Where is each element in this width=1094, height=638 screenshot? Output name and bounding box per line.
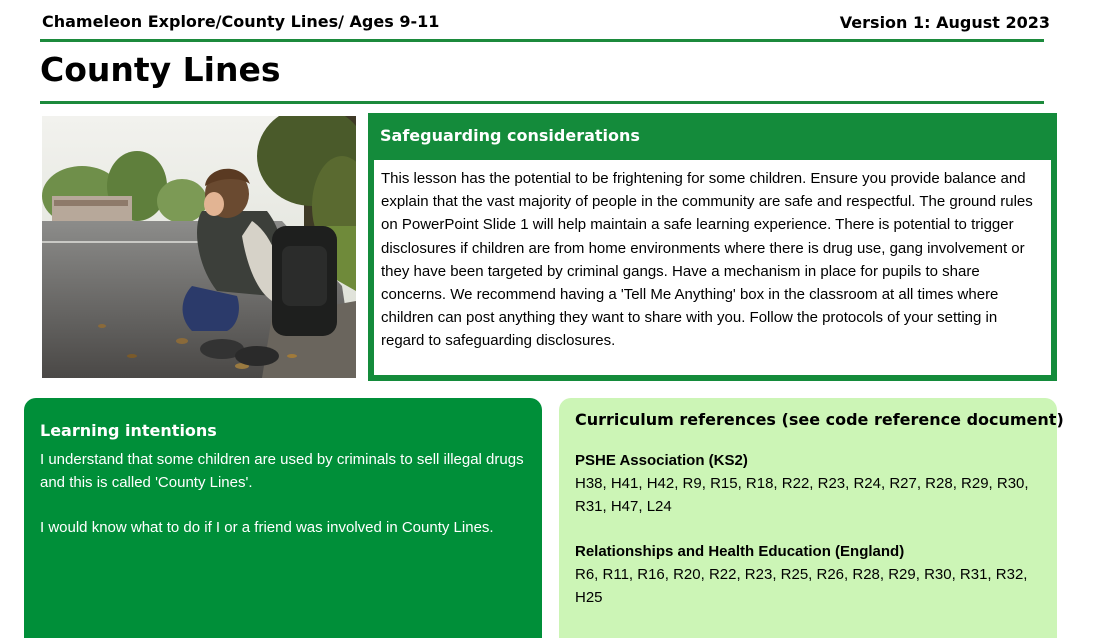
curriculum-section-codes: H38, H41, H42, R9, R15, R18, R22, R23, R24, R27, R28, R29, R30, R31, H47, L24 [575,475,1029,515]
document-breadcrumb: Chameleon Explore/County Lines/ Ages 9-11 [42,12,440,31]
header-divider [40,39,1044,42]
curriculum-section-codes: R6, R11, R16, R20, R22, R23, R25, R26, R28, R29, R30, R31, R32, H25 [575,566,1028,606]
curriculum-section-rhe [575,540,1049,609]
curriculum-heading: Curriculum references (see code reference document) [575,410,1064,429]
safeguarding-panel [368,113,1057,381]
curriculum-section-heading: PSHE Association (KS2) [575,452,748,469]
safeguarding-heading: Safeguarding considerations [380,126,640,145]
learning-intentions-panel [24,398,542,638]
title-divider [40,101,1044,104]
safeguarding-text: This lesson has the potential to be frightening for some children. Ensure you provide balance and explain that the vast majority of people in the community are safe and respectful. The ground rules on PowerPoint Slide 1 will help maintain a safe learning experience. There is potential to trigger disclosures if children are from home environments where there is drug use, gang involvement or they have been targeted by criminal gangs. Have a mechanism in place for pupils to share concerns. We recommend having a 'Tell Me Anything' box in the classroom at all times where children can post anything they want to share with you. Follow the protocols of your setting in regard to safeguarding disclosures. [374,160,1051,375]
curriculum-section-heading: Relationships and Health Education (England) [575,543,905,560]
page-title: County Lines [40,50,281,89]
version-label: Version 1: August 2023 [839,13,1050,32]
learning-intentions-heading: Learning intentions [40,421,217,440]
curriculum-references-panel [559,398,1064,638]
boy-sitting-on-curb-photo [42,116,356,378]
curriculum-section-pshe [575,449,1049,518]
learning-intention-item: I understand that some children are used by criminals to sell illegal drugs and this is called 'County Lines'. [40,451,524,491]
learning-intention-item: I would know what to do if I or a friend was involved in County Lines. [40,519,494,536]
